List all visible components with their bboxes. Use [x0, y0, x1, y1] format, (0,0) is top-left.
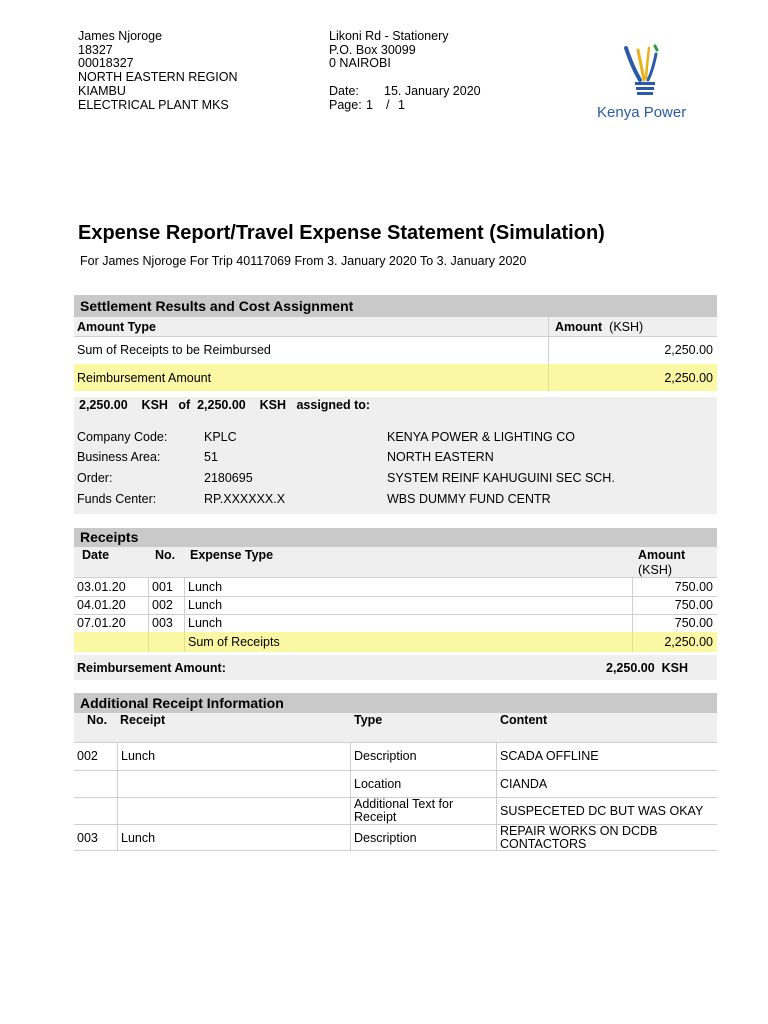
- additional-info-heading: Additional Receipt Information: [74, 693, 717, 713]
- page-value: 1: [366, 97, 373, 112]
- order-value: 2180695: [204, 471, 253, 485]
- assignment-block: [74, 397, 717, 514]
- receipt-type: Lunch: [188, 579, 223, 594]
- col-amount-unit: (KSH): [609, 319, 644, 334]
- employee-name: James Njoroge: [78, 29, 163, 43]
- col-add-receipt: Receipt: [120, 713, 166, 727]
- col-receipt-amount: Amount: [638, 548, 686, 562]
- address-line-2: P.O. Box 30099: [329, 42, 416, 57]
- additional-row: [74, 797, 717, 824]
- page-total: 1: [398, 97, 405, 112]
- add-content: SCADA OFFLINE: [500, 749, 599, 763]
- col-receipt-amount-unit: (KSH): [638, 563, 673, 577]
- add-no: 003: [77, 830, 98, 845]
- receipt-amount: 750.00: [674, 579, 713, 594]
- receipt-type: Lunch: [188, 616, 223, 630]
- col-expense-type: Expense Type: [190, 548, 274, 562]
- reimbursement-label: Reimbursement Amount: [77, 370, 212, 385]
- business-area-value: 51: [204, 450, 218, 464]
- sum-receipts-value: 2,250.00: [664, 342, 713, 357]
- date-value: 15. January 2020: [384, 83, 481, 98]
- add-no: [74, 797, 117, 824]
- settlement-header-row: [74, 317, 717, 336]
- date-label: Date:: [329, 83, 359, 98]
- receipt-amount: 750.00: [674, 598, 713, 612]
- col-no: No.: [155, 548, 176, 562]
- trip-subtitle: For James Njoroge For Trip 40117069 From 3. January 2020 To 3. January 2020: [80, 254, 527, 268]
- additional-row: [74, 770, 717, 797]
- employee-number: 18327: [78, 42, 113, 57]
- company-code-label: Company Code:: [77, 430, 168, 444]
- region: NORTH EASTERN REGION: [78, 70, 238, 85]
- add-no: 002: [77, 749, 98, 763]
- add-receipt: [118, 770, 350, 797]
- receipt-no: 003: [152, 616, 173, 630]
- receipt-row: [74, 577, 717, 596]
- logo-wordmark: Kenya Power: [597, 104, 687, 121]
- receipt-date: 04.01.20: [77, 598, 126, 612]
- add-content: CIANDA: [500, 776, 548, 791]
- order-desc: SYSTEM REINF KAHUGUINI SEC SCH.: [387, 471, 615, 485]
- col-add-content: Content: [500, 713, 548, 727]
- col-amount: [552, 317, 717, 336]
- order-label: Order:: [77, 471, 113, 485]
- business-area-label: Business Area:: [77, 450, 161, 464]
- col-add-type: Type: [354, 713, 383, 727]
- col-date: Date: [82, 548, 110, 562]
- page-title: Expense Report/Travel Expense Statement (Simulation): [78, 222, 605, 244]
- add-receipt: [118, 797, 350, 824]
- receipts-heading: Receipts: [74, 528, 717, 547]
- page-label: Page:: [329, 97, 362, 112]
- address-line-3: 0 NAIROBI: [329, 56, 391, 71]
- additional-row: [74, 742, 717, 770]
- reimbursement-amount-value: 2,250.00 KSH: [606, 660, 688, 675]
- add-receipt: Lunch: [121, 830, 156, 845]
- company-code-desc: KENYA POWER & LIGHTING CO: [387, 430, 575, 444]
- department: ELECTRICAL PLANT MKS: [78, 97, 229, 112]
- reimbursement-amount-row: [74, 655, 717, 680]
- sum-receipts-row-label: Sum of Receipts: [188, 635, 280, 649]
- sum-receipts-row-value: 2,250.00: [664, 635, 713, 649]
- additional-row: [74, 824, 717, 851]
- add-type: Description: [354, 749, 417, 763]
- col-add-no: No.: [87, 713, 108, 727]
- business-area-desc: NORTH EASTERN: [387, 450, 494, 464]
- kenya-power-logo: [594, 42, 694, 126]
- add-type: Additional Text for Receipt: [354, 796, 454, 824]
- personnel-number: 00018327: [78, 56, 134, 71]
- receipt-type: Lunch: [188, 598, 223, 612]
- receipt-row: [74, 614, 717, 632]
- add-type: Description: [354, 830, 417, 845]
- col-amount-label: Amount: [555, 319, 603, 334]
- company-code-value: KPLC: [204, 430, 237, 444]
- address-line-1: Likoni Rd - Stationery: [329, 29, 449, 43]
- settlement-heading: Settlement Results and Cost Assignment: [74, 295, 717, 317]
- receipt-date: 07.01.20: [77, 616, 126, 630]
- receipt-row: [74, 596, 717, 614]
- settlement-row-sum: [74, 336, 717, 363]
- add-type: Location: [354, 776, 402, 791]
- reimbursement-value: 2,250.00: [664, 370, 713, 385]
- receipt-amount: 750.00: [674, 616, 713, 630]
- add-no: [74, 770, 117, 797]
- location: KIAMBU: [78, 83, 126, 98]
- assigned-line: 2,250.00 KSH of 2,250.00 KSH assigned to:: [79, 398, 371, 412]
- receipt-no: 002: [152, 598, 173, 612]
- add-content: SUSPECETED DC BUT WAS OKAY: [500, 803, 704, 818]
- receipts-header-row: [74, 547, 717, 577]
- col-amount-type: Amount Type: [77, 319, 156, 334]
- lightbulb-icon: [594, 42, 694, 106]
- add-receipt: Lunch: [121, 749, 156, 763]
- reimbursement-amount-label: Reimbursement Amount:: [77, 660, 226, 675]
- funds-center-value: RP.XXXXXX.X: [204, 492, 286, 506]
- settlement-row-reimbursement: [74, 364, 717, 391]
- additional-header-row: [74, 713, 717, 742]
- add-content: REPAIR WORKS ON DCDB CONTACTORS: [500, 823, 658, 851]
- receipts-sum-row: [74, 632, 717, 652]
- receipt-no: 001: [152, 579, 173, 594]
- sum-receipts-label: Sum of Receipts to be Reimbursed: [77, 342, 271, 357]
- funds-center-label: Funds Center:: [77, 492, 157, 506]
- page-separator: /: [386, 97, 390, 112]
- receipt-date: 03.01.20: [77, 579, 126, 594]
- funds-center-desc: WBS DUMMY FUND CENTR: [387, 492, 551, 506]
